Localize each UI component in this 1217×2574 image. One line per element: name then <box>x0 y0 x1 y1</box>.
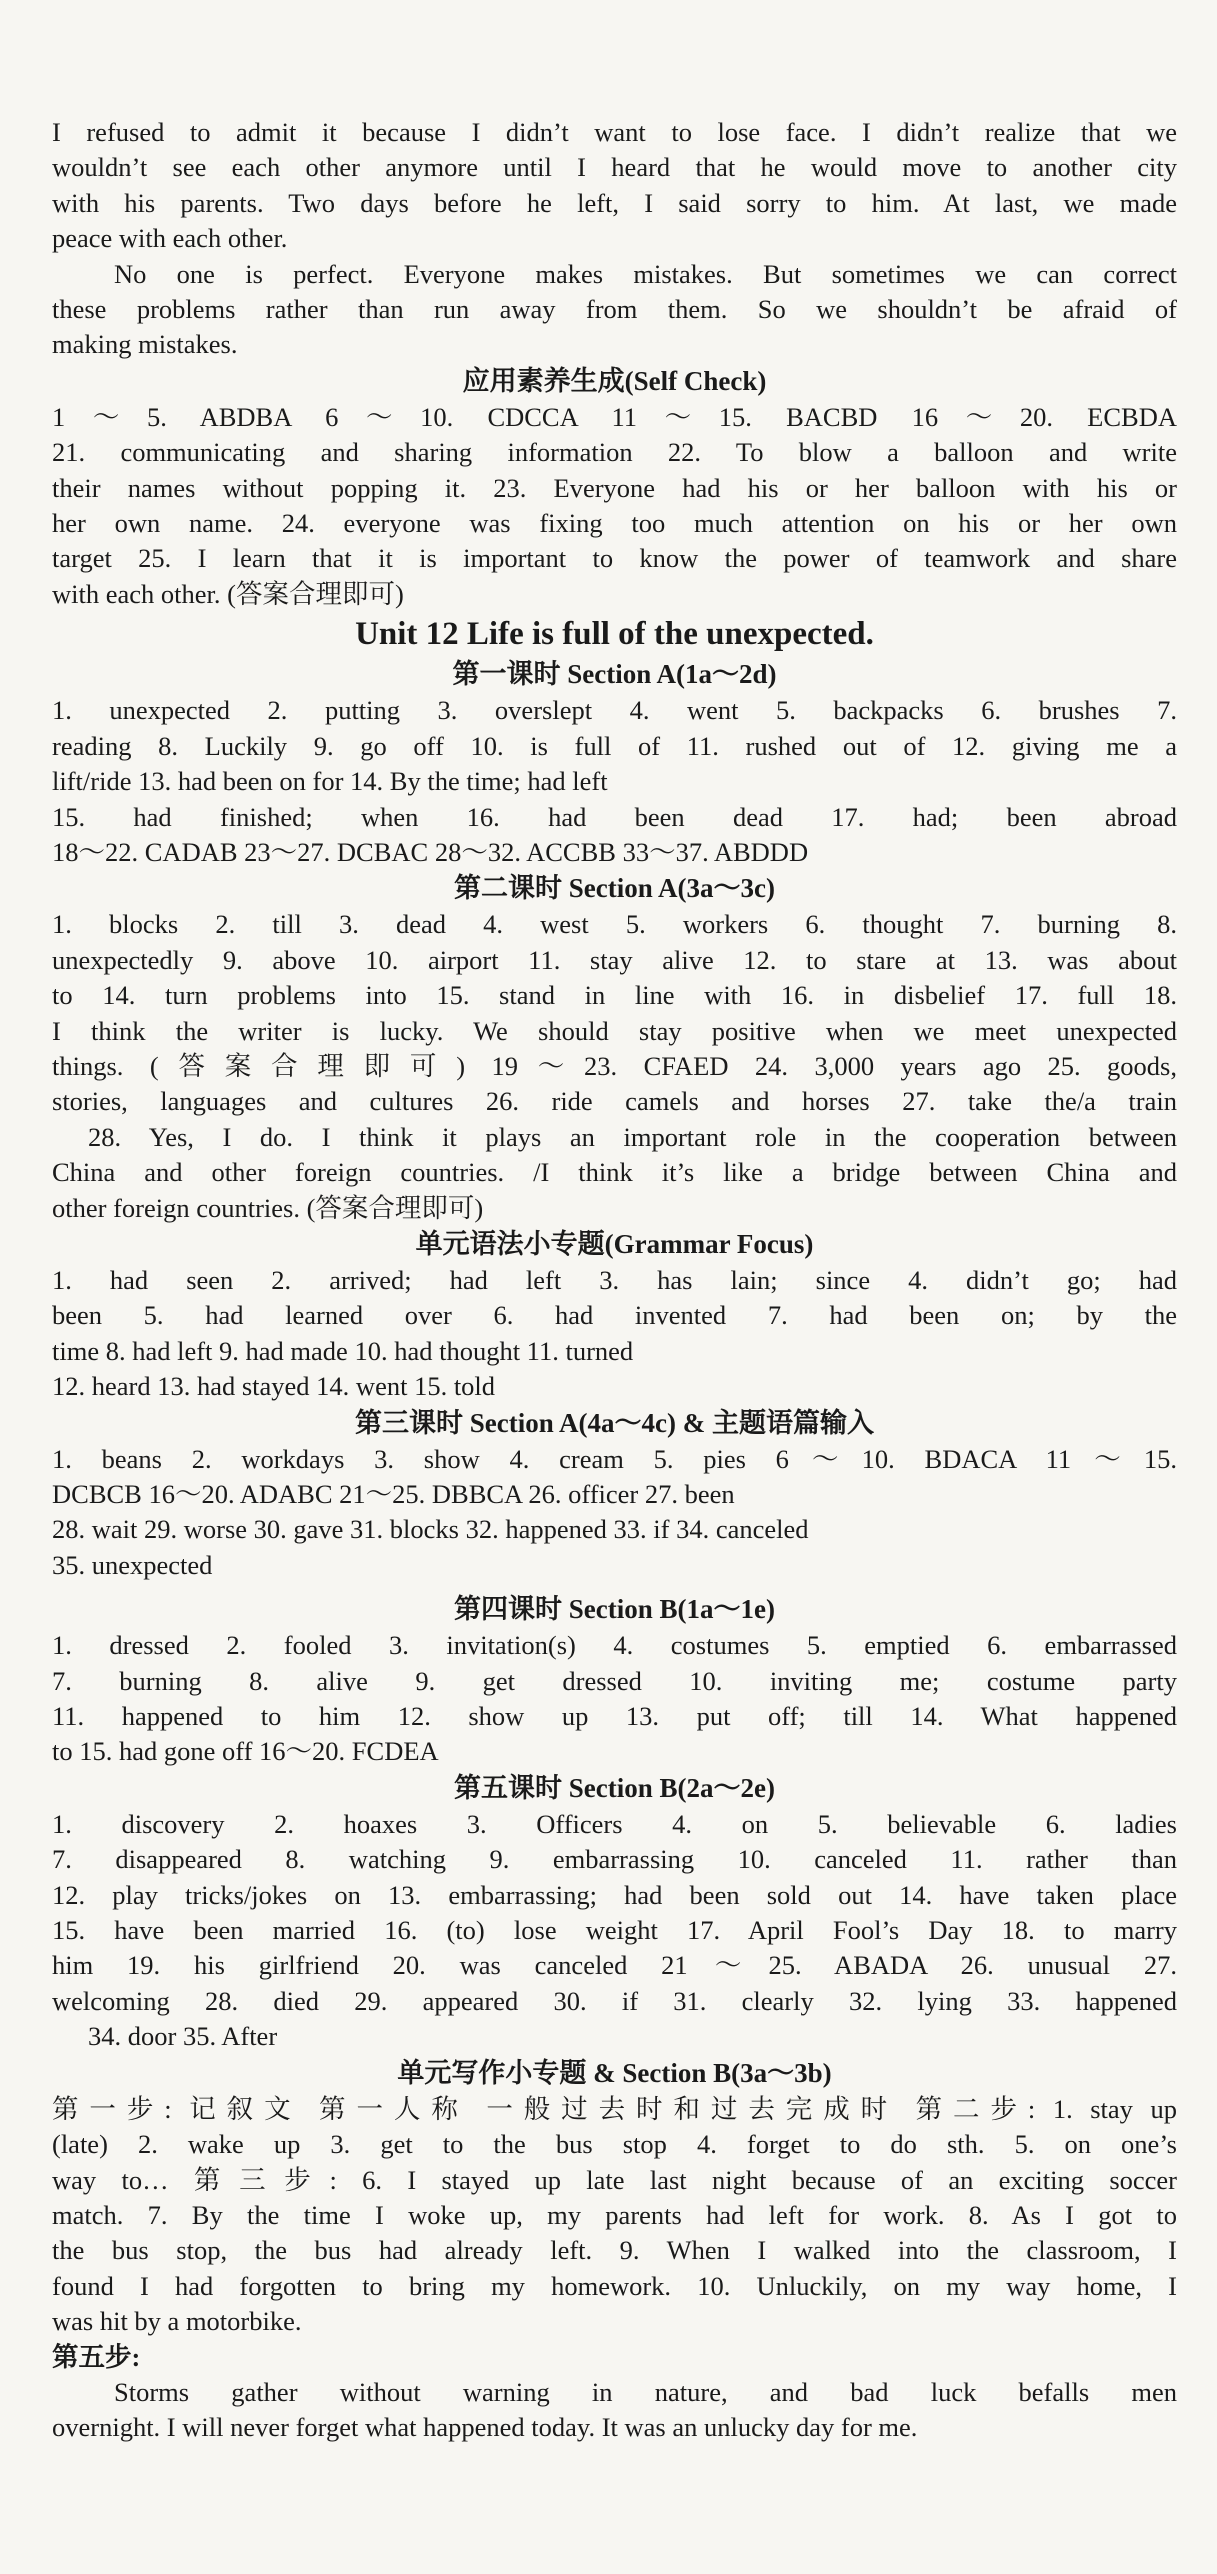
answer-line: China and other foreign countries. /I think it’s like a bridge between China and <box>52 1157 1177 1188</box>
intro-line: these problems rather than run away from them. So we shouldn’t be afraid of <box>52 294 1177 325</box>
grammar-section <box>52 1226 1177 1405</box>
intro-section <box>52 115 1177 363</box>
answer-line: to 14. turn problems into 15. stand in line with 16. in disbelief 17. full 18. <box>52 980 1177 1011</box>
lesson3-section <box>52 1405 1177 1584</box>
section-title: 单元写作小专题 & Section B(3a～3b) <box>397 2057 832 2088</box>
answer-line: time 8. had left 9. had made 10. had thought 11. turned <box>52 1335 634 1366</box>
answer-line: the bus stop, the bus had already left. 9. When I walked into the classroom, I <box>52 2235 1177 2266</box>
answer-line: her own name. 24. everyone was fixing too much attention on his or her own <box>52 508 1177 539</box>
intro-line: I refused to admit it because I didn’t want to lose face. I didn’t realize that we <box>52 117 1177 147</box>
answer-line: I think the writer is lucky. We should stay positive when we meet unexpected <box>52 1015 1177 1046</box>
answer-line: welcoming 28. died 29. appeared 30. if 31. clearly 32. lying 33. happened <box>52 1985 1177 2016</box>
answer-line: found I had forgotten to bring my homework. 10. Unluckily, on my way home, I <box>52 2270 1177 2301</box>
lesson1-section <box>52 656 1177 870</box>
section-title: 第三课时 Section A(4a～4c) & 主题语篇输入 <box>355 1407 874 1438</box>
essay-line: overnight. I will never forget what happened today. It was an unlucky day for me. <box>52 2412 918 2443</box>
answer-line: to 15. had gone off 16～20. FCDEA <box>52 1736 439 1767</box>
answer-line: 第一步: 记叙文 第一人称 一般过去时和过去完成时 第二步: 1. stay up <box>52 2093 1177 2124</box>
answer-line: 12. heard 13. had stayed 14. went 15. told <box>52 1371 496 1402</box>
lesson5-section <box>52 1770 1177 2055</box>
section-title: 第一课时 Section A(1a～2d) <box>452 659 777 690</box>
answer-line: lift/ride 13. had been on for 14. By the time; had left <box>52 766 608 797</box>
answer-line: with each other. (答案合理即可) <box>52 578 404 609</box>
lesson4-section <box>52 1591 1177 1770</box>
answer-line: (late) 2. wake up 3. get to the bus stop 4. forget to do sth. 5. on one’s <box>52 2129 1177 2160</box>
intro-line: with his parents. Two days before he left, I said sorry to him. At last, we made <box>52 187 1177 218</box>
answer-line: stories, languages and cultures 26. ride camels and horses 27. take the/a train <box>52 1086 1177 1117</box>
answer-line: been 5. had learned over 6. had invented 7. had been on; by the <box>52 1300 1177 1331</box>
answer-line: 35. unexpected <box>52 1549 213 1580</box>
answer-line: 15. have been married 16. (to) lose weight 17. April Fool’s Day 18. to marry <box>52 1915 1177 1946</box>
intro-line: peace with each other. <box>52 223 288 254</box>
answer-line: 7. disappeared 8. watching 9. embarrassing 10. canceled 11. rather than <box>52 1844 1177 1875</box>
intro-line: No one is perfect. Everyone makes mistakes. But sometimes we can correct <box>114 258 1177 289</box>
answer-line: 1. blocks 2. till 3. dead 4. west 5. workers 6. thought 7. burning 8. <box>52 909 1177 940</box>
intro-line: making mistakes. <box>52 329 238 360</box>
answer-line: 21. communicating and sharing information 22. To blow a balloon and write <box>52 437 1177 468</box>
essay-line: Storms gather without warning in nature, and bad luck befalls men <box>114 2376 1177 2407</box>
answer-line: 1. unexpected 2. putting 3. overslept 4. went 5. backpacks 6. brushes 7. <box>52 695 1177 726</box>
section-title: 单元语法小专题(Grammar Focus) <box>415 1228 814 1259</box>
answer-line: 15. had finished; when 16. had been dead 17. had; been abroad <box>52 801 1177 832</box>
answer-line: 1. discovery 2. hoaxes 3. Officers 4. on 5. believable 6. ladies <box>52 1808 1177 1839</box>
answer-line: 11. happened to him 12. show up 13. put off; till 14. What happened <box>52 1701 1177 1732</box>
intro-line: wouldn’t see each other anymore until I heard that he would move to another city <box>52 152 1177 183</box>
answer-line: their names without popping it. 23. Everyone had his or her balloon with his or <box>52 472 1177 503</box>
section-title: 第二课时 Section A(3a～3c) <box>454 873 775 904</box>
answer-line: match. 7. By the time I woke up, my parents had left for work. 8. As I got to <box>52 2199 1177 2230</box>
answer-line: was hit by a motorbike. <box>52 2306 302 2337</box>
answer-line: 7. burning 8. alive 9. get dressed 10. inviting me; costume party <box>52 1665 1177 1696</box>
answer-line: things. (答案合理即可) 19～23. CFAED 24. 3,000 years ago 25. goods, <box>52 1050 1177 1081</box>
answer-line: 34. door 35. After <box>88 2021 278 2052</box>
self-check-section <box>52 363 1177 612</box>
answer-line: 28. Yes, I do. I think it plays an important role in the cooperation between <box>88 1121 1177 1152</box>
answer-line: 1. had seen 2. arrived; had left 3. has lain; since 4. didn’t go; had <box>52 1264 1177 1295</box>
answer-line: him 19. his girlfriend 20. was canceled 21～25. ABADA 26. unusual 27. <box>52 1950 1177 1981</box>
answer-line: 12. play tricks/jokes on 13. embarrassing; had been sold out 14. have taken place <box>52 1879 1177 1910</box>
answer-line: 28. wait 29. worse 30. gave 31. blocks 32. happened 33. if 34. canceled <box>52 1514 809 1545</box>
step5-label: 第五步: <box>52 2341 141 2372</box>
answer-line: 18～22. CADAB 23～27. DCBAC 28～32. ACCBB 33～37. ABDDD <box>52 836 809 867</box>
answer-line: way to… 第三步: 6. I stayed up late last night because of an exciting soccer <box>52 2164 1177 2195</box>
writing-section <box>52 2055 1177 2446</box>
answer-line: 1. dressed 2. fooled 3. invitation(s) 4. costumes 5. emptied 6. embarrassed <box>52 1630 1177 1661</box>
answer-line: other foreign countries. (答案合理即可) <box>52 1192 484 1223</box>
answer-line: DCBCB 16～20. ADABC 21～25. DBBCA 26. officer 27. been <box>52 1479 735 1509</box>
answer-line: 1～5. ABDBA 6～10. CDCCA 11～15. BACBD 16～20. ECBDA <box>52 401 1177 432</box>
section-title: 第五课时 Section B(2a～2e) <box>454 1772 775 1803</box>
section-title: 应用素养生成(Self Check) <box>462 365 767 396</box>
answer-line: 1. beans 2. workdays 3. show 4. cream 5. pies 6～10. BDACA 11～15. <box>52 1443 1177 1474</box>
section-title: 第四课时 Section B(1a～1e) <box>454 1594 775 1625</box>
answer-line: reading 8. Luckily 9. go off 10. is full of 11. rushed out of 12. giving me a <box>52 730 1177 761</box>
answer-line: target 25. I learn that it is important to know the power of teamwork and share <box>52 543 1177 574</box>
answer-line: unexpectedly 9. above 10. airport 11. stay alive 12. to stare at 13. was about <box>52 944 1177 975</box>
unit-title: Unit 12 Life is full of the unexpected. <box>355 616 874 653</box>
lesson2-section <box>52 870 1177 1226</box>
